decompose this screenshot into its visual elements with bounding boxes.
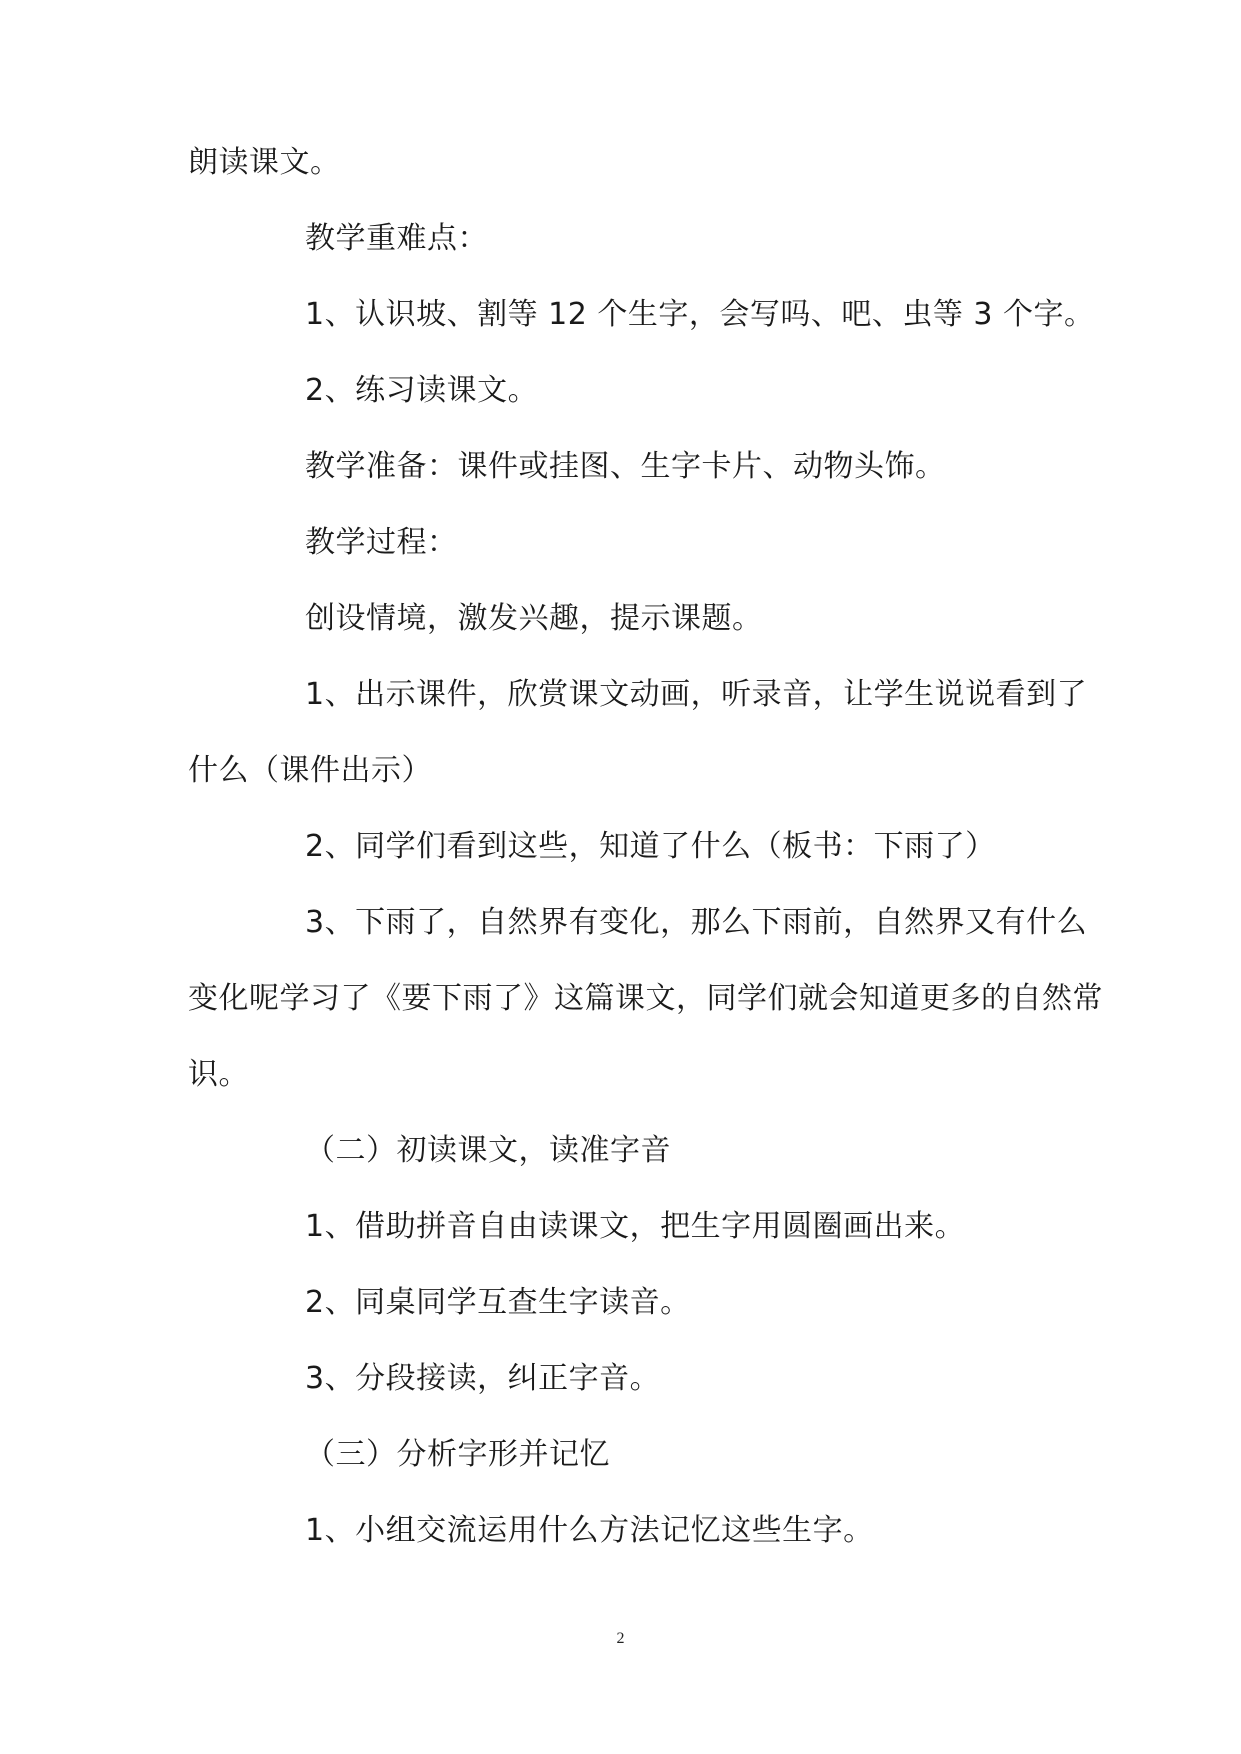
text-line: （二）初读课文，读准字音 [305,1133,671,1168]
text-line: 变化呢学习了《要下雨了》这篇课文，同学们就会知道更多的自然常 [188,981,1103,1016]
text-line: 3、分段接读，纠正字音。 [305,1361,661,1396]
text-line: 教学准备：课件或挂图、生字卡片、动物头饰。 [305,449,946,484]
text-line: 什么（课件出示） [188,753,432,788]
text-line: 教学重难点： [305,221,488,256]
text-line: 1、出示课件，欣赏课文动画，听录音，让学生说说看到了 [305,677,1088,712]
text-line: 2、同桌同学互查生字读音。 [305,1285,691,1320]
text-line: 教学过程： [305,525,458,560]
text-line: 2、练习读课文。 [305,373,539,408]
text-line: 识。 [188,1057,249,1092]
text-line: 创设情境，激发兴趣，提示课题。 [305,601,763,636]
text-line: 1、小组交流运用什么方法记忆这些生字。 [305,1513,874,1548]
text-line: （三）分析字形并记忆 [305,1437,610,1472]
text-line: 1、借助拼音自由读课文，把生字用圆圈画出来。 [305,1209,966,1244]
text-line: 2、同学们看到这些，知道了什么（板书：下雨了） [305,829,996,864]
text-line: 朗读课文。 [188,145,341,180]
page-number: 2 [616,1630,625,1647]
text-line: 3、下雨了，自然界有变化，那么下雨前，自然界又有什么 [305,905,1088,940]
text-line: 1、认识坡、割等 12 个生字，会写吗、吧、虫等 3 个字。 [305,297,1095,332]
